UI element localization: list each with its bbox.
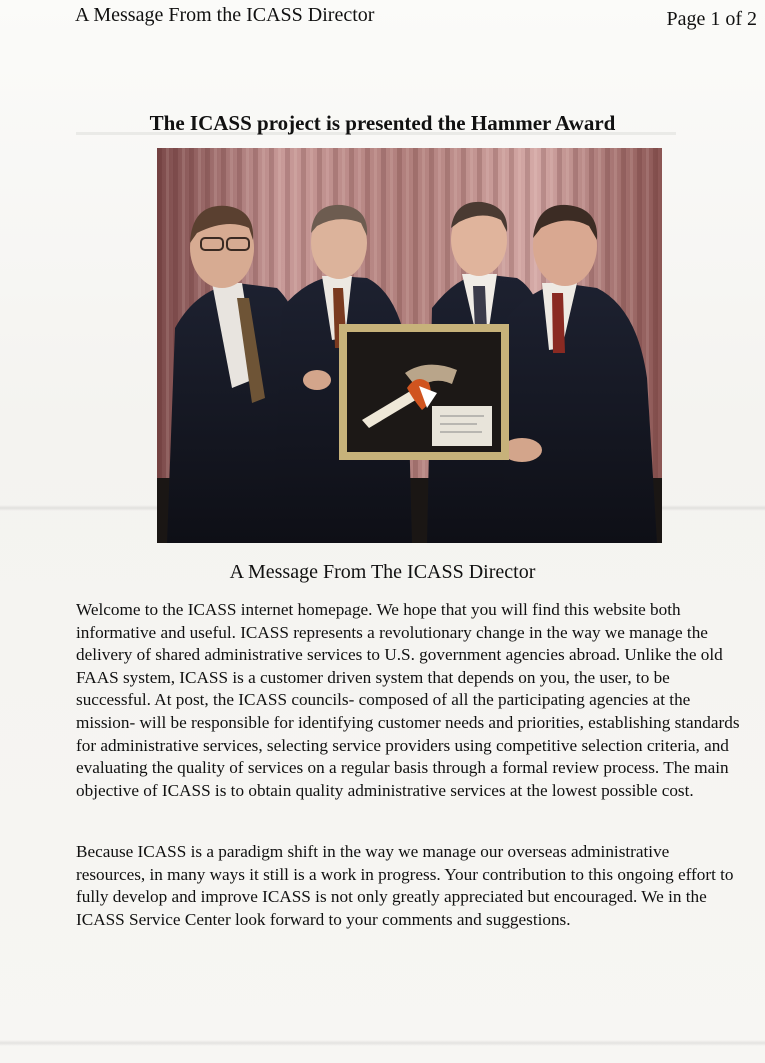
body-paragraph-2: Because ICASS is a paradigm shift in the way we manage our overseas administrative resources, in many ways it still is a work in progress. Your contribution to this ongoing effort to fully develop and improve ICASS is not only greatly appreciated but encouraged. We in the ICASS Service Center look forward to your comments and suggestions.: [76, 842, 734, 929]
award-photo-graphic: [157, 148, 662, 543]
document-header-title: A Message From the ICASS Director: [75, 4, 375, 26]
award-photo: [157, 148, 662, 543]
hammer-award-frame: [339, 324, 509, 460]
body-paragraph-1: Welcome to the ICASS internet homepage. We hope that you will find this website both informative and useful. ICASS represents a revolutionary change in the way we manage the delivery of shared administrative services to U.S. government agencies abroad. Unlike the old FAAS system, ICASS is a customer driven system that depends on you, the user, to be successful. At post, the ICASS councils- composed of all the participating agencies at the mission- will be responsible for identifying customer needs and priorities, establishing standards for administrative services, selecting service providers using competitive selection criteria, and evaluating the quality of services on a regular basis through a formal review process. The main objective of ICASS is to obtain quality administrative services at the lowest possible cost.: [76, 600, 740, 800]
article-title: The ICASS project is presented the Hammer Award: [149, 111, 616, 135]
page-indicator: Page 1 of 2: [666, 8, 757, 30]
bleed-through-text: [78, 55, 83, 76]
section-heading: A Message From The ICASS Director: [229, 561, 536, 583]
paper-fold-bottom: [0, 1040, 765, 1046]
